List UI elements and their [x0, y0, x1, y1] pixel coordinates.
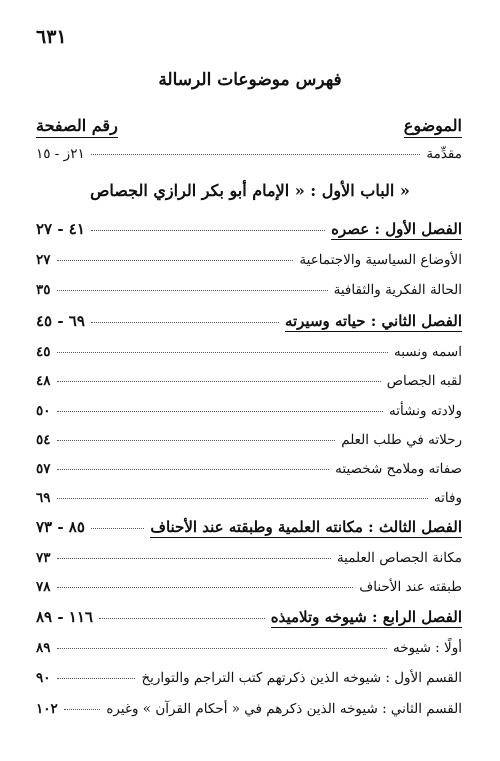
toc-entry-pages: ٤٨ [36, 373, 51, 389]
toc-entry-pages: ٧٣ [36, 550, 51, 566]
leader-dots [57, 411, 384, 412]
toc-entry [36, 550, 462, 574]
toc-entry [36, 252, 462, 276]
toc-entry-title: لقبه الجصاص [386, 373, 462, 389]
toc-entry-title: ولادته ونشأته [389, 403, 462, 419]
leader-dots [91, 154, 421, 155]
toc-entry-intro [36, 146, 462, 170]
toc-entry-title: الأوضاع السياسية والاجتماعية [299, 252, 462, 268]
page-number: ٦٣١ [36, 26, 67, 48]
toc-entry-title: اسمه ونسبه [393, 344, 462, 360]
toc-entry [36, 432, 462, 456]
toc-entry [36, 373, 462, 397]
part-heading: الباب الأول : « الإمام أبو بكر الرازي الجصاص » [90, 181, 410, 200]
toc-entry-title: الفصل الأول : عصره [331, 220, 462, 238]
toc-entry [36, 344, 462, 368]
page-title: فهرس موضوعات الرسالة [158, 70, 342, 90]
toc-entry-pages: ٨٥ - ٧٣ [36, 518, 85, 536]
toc-entry [36, 282, 462, 306]
leader-dots [57, 290, 328, 291]
leader-dots [57, 587, 354, 588]
toc-entry-title: رحلاته في طلب العلم [341, 432, 462, 448]
toc-chapter-entry [36, 608, 462, 632]
toc-entry-title: وفاته [433, 490, 462, 506]
leader-dots [57, 440, 336, 441]
toc-entry [36, 461, 462, 485]
toc-entry-title: القسم الأول : شيوخه الذين ذكرتهم كتب التراجم والتواريخ [141, 670, 462, 686]
toc-entry [36, 403, 462, 427]
toc-entry [36, 579, 462, 603]
leader-dots [57, 498, 428, 499]
toc-entry-title: طبقته عند الأحناف [359, 579, 462, 595]
toc-entry-title: القسم الثاني : شيوخه الذين ذكرهم في « أحكام القرآن » وغيره [106, 701, 462, 717]
topic-column-header: الموضوع [404, 116, 462, 138]
toc-entry-title: الفصل الثاني : حياته وسيرته [284, 312, 462, 330]
toc-entry-pages: ٢٧ [36, 252, 51, 268]
toc-entry [36, 640, 462, 664]
toc-entry-pages: ٤٥ [36, 344, 51, 360]
leader-dots [64, 709, 101, 710]
toc-entry-title: الحالة الفكرية والثقافية [333, 282, 462, 298]
toc-entry-pages: ٢١ز - ١٥ [36, 146, 85, 162]
toc-chapter-entry [36, 518, 462, 542]
toc-entry [36, 670, 462, 694]
toc-entry-pages: ١١٦ - ٨٩ [36, 608, 93, 626]
toc-entry-pages: ٨٩ [36, 640, 51, 656]
toc-chapter-entry [36, 220, 462, 244]
leader-dots [99, 618, 265, 619]
toc-entry-title: الفصل الرابع : شيوخه وتلاميذه [270, 608, 462, 626]
leader-dots [57, 381, 381, 382]
toc-entry-pages: ٧٨ [36, 579, 51, 595]
toc-entry-pages: ٦٩ - ٤٥ [36, 312, 85, 330]
leader-dots [91, 322, 279, 323]
toc-entry-pages: ٥٧ [36, 461, 51, 477]
toc-chapter-entry [36, 312, 462, 336]
toc-entry-title: مكانة الجصاص العلمية [336, 550, 462, 566]
leader-dots [57, 678, 136, 679]
leader-dots [57, 469, 330, 470]
toc-entry-pages: ٥٠ [36, 403, 51, 419]
toc-entry-pages: ١٠٢ [36, 701, 58, 717]
toc-entry-title: أولًا : شيوخه [392, 640, 462, 656]
leader-dots [57, 558, 331, 559]
toc-entry-title: مقدِّمة [426, 146, 462, 162]
toc-entry-pages: ٦٩ [36, 490, 51, 506]
leader-dots [57, 648, 387, 649]
toc-entry-pages: ٩٠ [36, 670, 51, 686]
toc-entry-pages: ٤١ - ٢٧ [36, 220, 85, 238]
page-column-header: رقم الصفحة [36, 116, 118, 138]
toc-entry-pages: ٣٥ [36, 282, 51, 298]
toc-entry-title: الفصل الثالث : مكانته العلمية وطبقته عند الأحناف [150, 518, 462, 536]
toc-entry-pages: ٥٤ [36, 432, 51, 448]
leader-dots [57, 260, 294, 261]
toc-entry-title: صفاته وملامح شخصيته [335, 461, 462, 477]
leader-dots [91, 230, 325, 231]
toc-entry [36, 490, 462, 514]
leader-dots [57, 352, 388, 353]
toc-entry [36, 701, 462, 725]
leader-dots [91, 528, 144, 529]
